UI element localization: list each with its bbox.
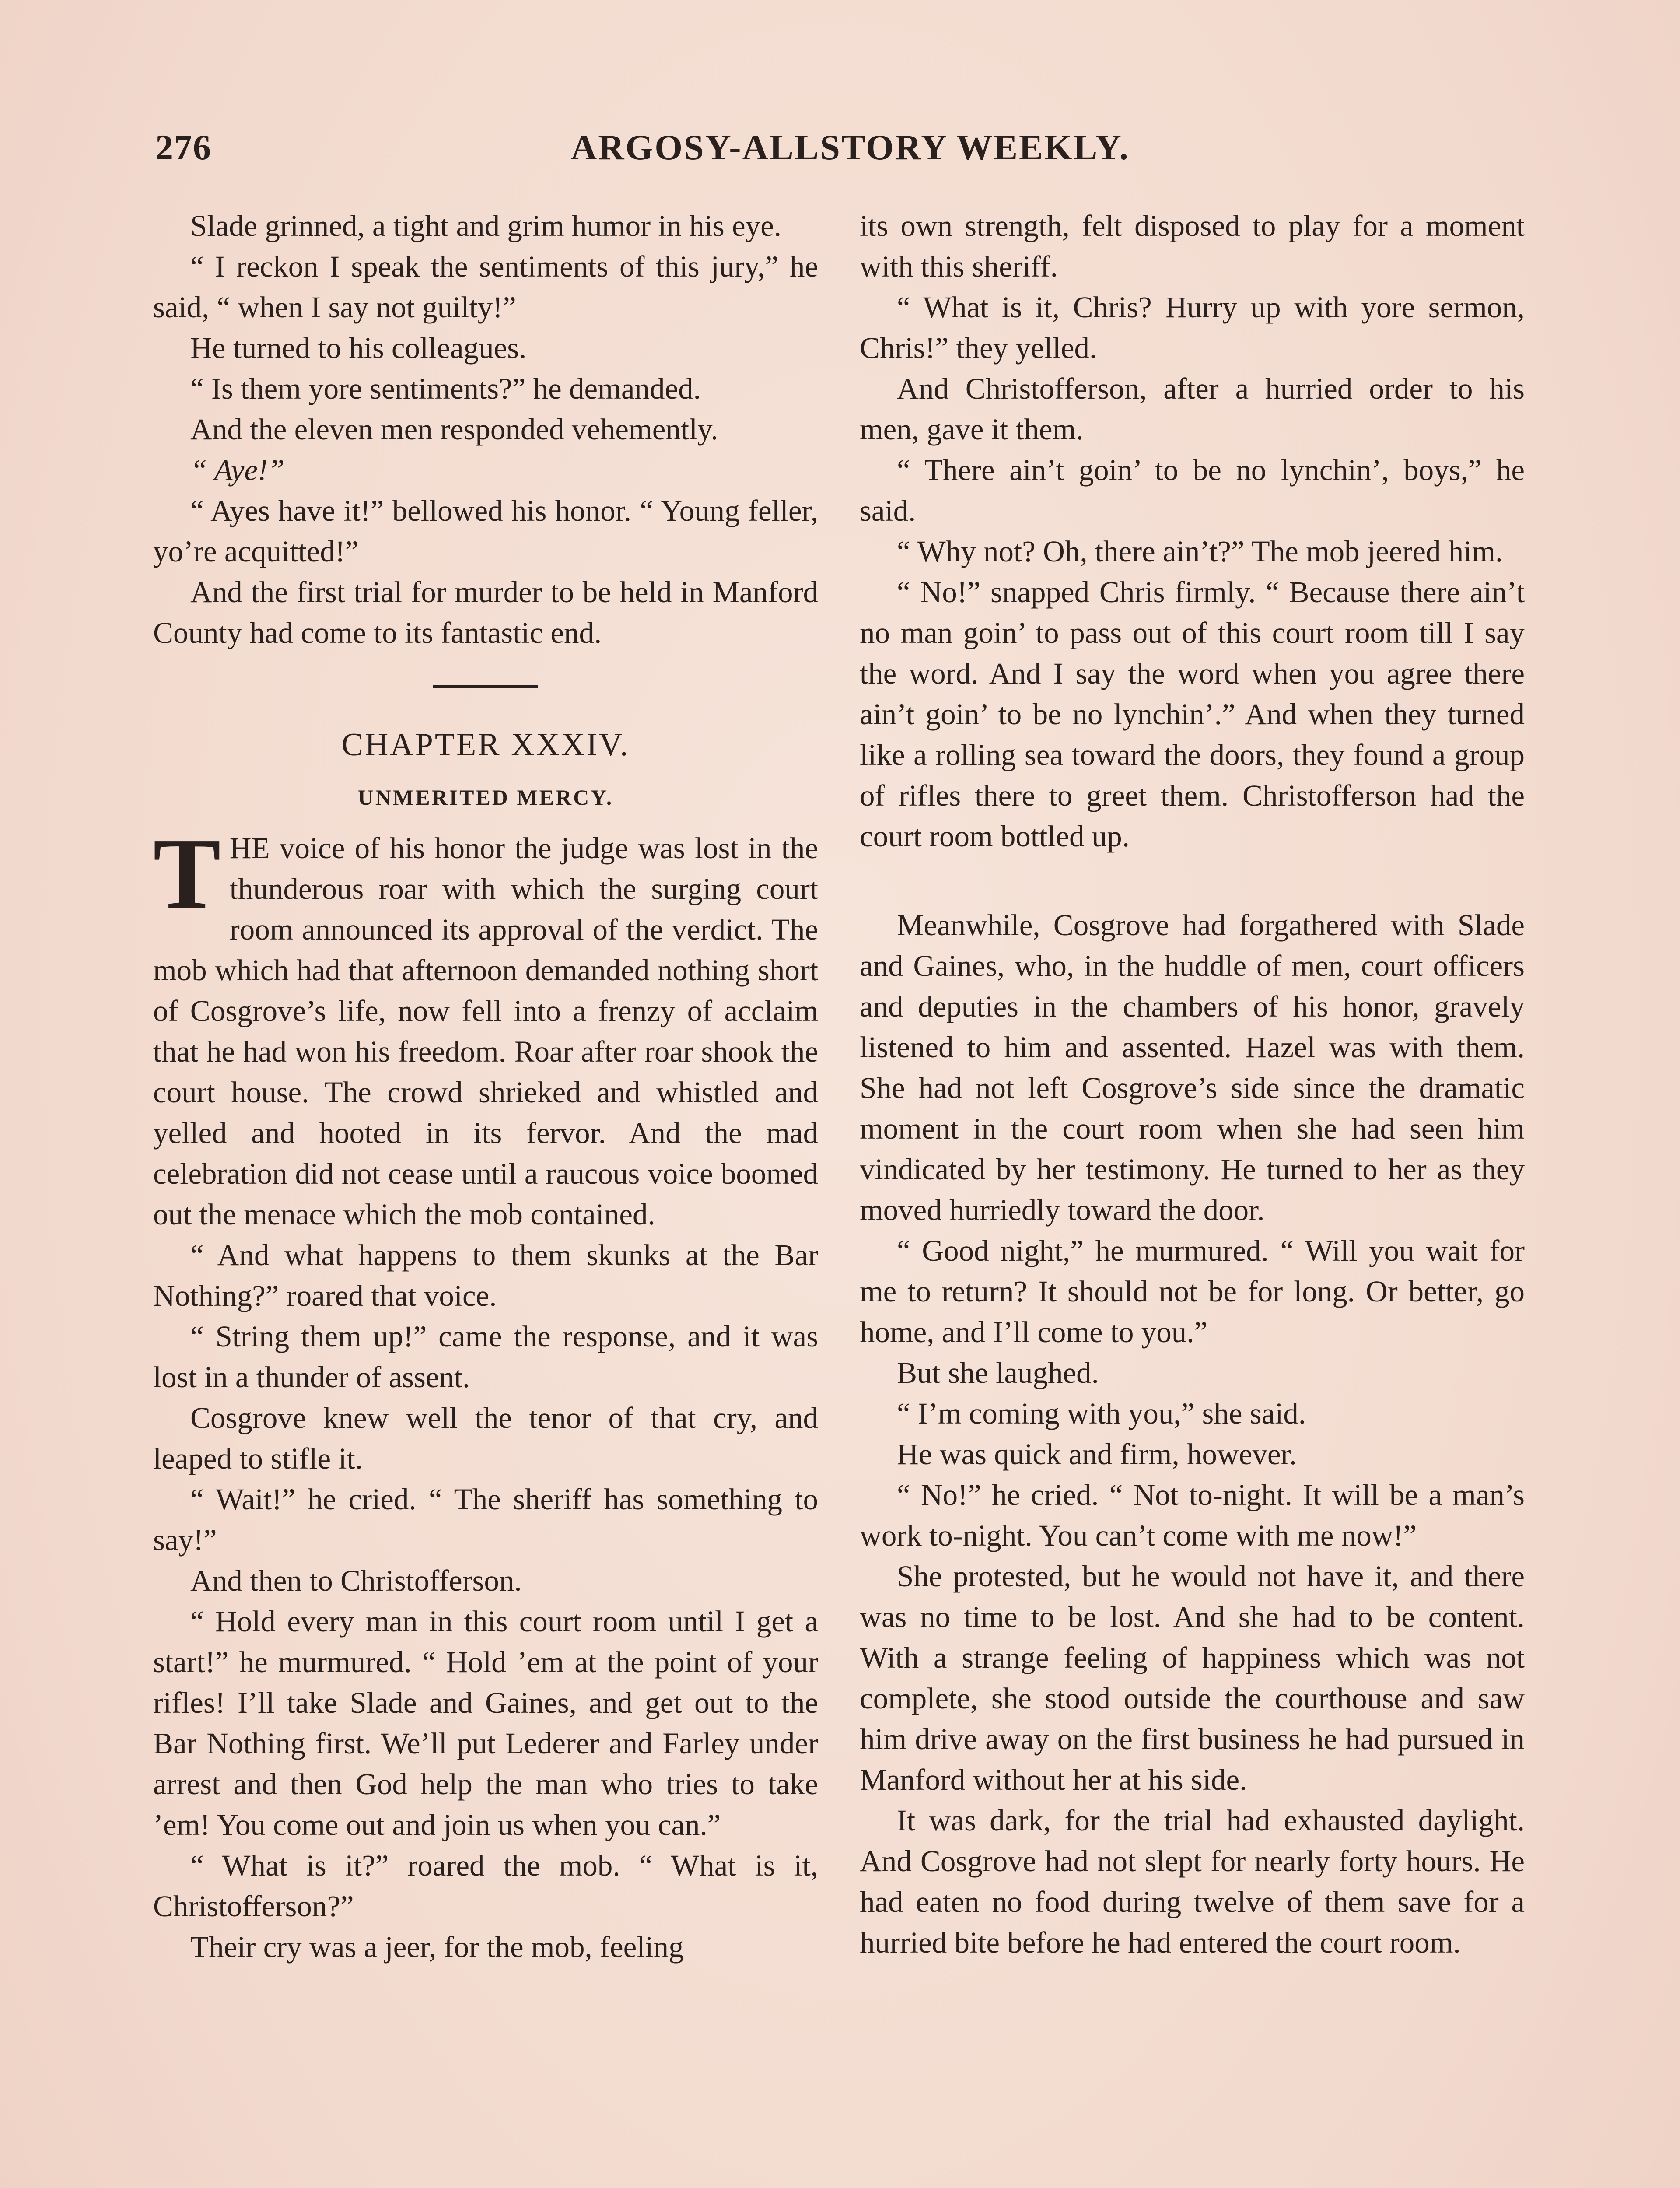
- right-column: [860, 206, 1525, 1963]
- paragraph: Slade grinned, a tight and grim humor in his eye.: [190, 209, 781, 242]
- paragraph: “ There ain’t goin’ to be no lynchin’, boys,” he said.: [860, 453, 1525, 527]
- paragraph: “ String them up!” came the response, and it was lost in a thunder of assent.: [153, 1320, 818, 1394]
- paragraph: Cosgrove knew well the tenor of that cry, and leaped to stifle it.: [153, 1401, 818, 1475]
- paragraph: And then to Christofferson.: [190, 1564, 522, 1597]
- paragraph: But she laughed.: [897, 1356, 1099, 1389]
- chapter-subtitle: UNMERITED MERCY.: [357, 785, 614, 810]
- paragraph: “ No!” snapped Chris firmly. “ Because there ain’t no man goin’ to pass out of this court room till I say the word. And I say the word when you agree there ain’t goin’ to be no lynchin’.” And when they turned like a rolling sea toward the doors, they found a group of rifles there to greet them. Christofferson had the court room bottled up.: [860, 575, 1525, 853]
- running-head: ARGOSY-ALLSTORY WEEKLY.: [571, 127, 1130, 167]
- paragraph: “ Why not? Oh, there ain’t?” The mob jeered him.: [897, 535, 1503, 568]
- paragraph: “ No!” he cried. “ Not to-night. It will be a man’s work to-night. You can’t come with me now!”: [860, 1478, 1525, 1552]
- paragraph: She protested, but he would not have it, and there was no time to be lost. And she had to be content. With a strange feeling of happiness which was not complete, she stood outside the courthouse and saw him drive away on the first business he had pursued in Manford without her at his side.: [860, 1560, 1525, 1796]
- paragraph: “ Is them yore sentiments?” he demanded.: [190, 372, 701, 405]
- section-break: [860, 857, 1525, 905]
- paragraph-continuation: its own strength, felt disposed to play for a moment with this sheriff.: [860, 209, 1525, 283]
- paragraph: And Christofferson, after a hurried order to his men, gave it them.: [860, 372, 1525, 446]
- paragraph: He turned to his colleagues.: [190, 331, 527, 365]
- paragraph: And the eleven men responded vehemently.: [190, 413, 718, 446]
- paragraph: It was dark, for the trial had exhausted daylight. And Cosgrove had not slept for nearly forty hours. He had eaten no food during twelve of them save for a hurried bite before he had entered the court room.: [860, 1804, 1525, 1959]
- paragraph: “ I reckon I speak the sentiments of this jury,” he said, “ when I say not guilty!”: [153, 250, 818, 324]
- paragraph: “ Ayes have it!” bellowed his honor. “ Young feller, yo’re acquitted!”: [153, 494, 818, 568]
- paragraph: Their cry was a jeer, for the mob, feeling: [190, 1930, 684, 1964]
- paragraph: “ What is it?” roared the mob. “ What is it, Christofferson?”: [153, 1849, 818, 1923]
- drop-cap: T: [153, 817, 221, 930]
- paragraph: “ Aye!”: [190, 453, 285, 487]
- paragraph: He was quick and firm, however.: [897, 1438, 1297, 1471]
- dropcap-paragraph: [153, 817, 818, 1235]
- paragraph: And the first trial for murder to be held in Manford County had come to its fantastic end.: [153, 575, 818, 649]
- dropcap-paragraph-text: HE voice of his honor the judge was lost in the thunderous roar with which the surging court room announced its approval of the verdict. The mob which had that afternoon demanded nothing short of Cosgrove’s life, now fell into a frenzy of acclaim that he had won his freedom. Roar after roar shook the court house. The crowd shrieked and whistled and yelled and hooted in its fervor. And the mad celebration did not cease until a raucous voice boomed out the menace which the mob contained.: [153, 831, 818, 1231]
- paragraph: “ Wait!” he cried. “ The sheriff has something to say!”: [153, 1483, 818, 1557]
- paragraph: “ I’m coming with you,” she said.: [897, 1397, 1306, 1430]
- paragraph: “ Good night,” he murmured. “ Will you wait for me to return? It should not be for long. Or better, go home, and I’ll come to you.”: [860, 1234, 1525, 1349]
- paragraph: Meanwhile, Cosgrove had forgathered with Slade and Gaines, who, in the huddle of men, court officers and deputies in the chambers of his honor, gravely listened to him and assented. Hazel was with them. She had not left Cosgrove’s side since the dramatic moment in the court room when she had seen him vindicated by her testimony. He turned to her as they moved hurriedly toward the door.: [860, 908, 1525, 1227]
- paragraph: “ Hold every man in this court room until I get a start!” he murmured. “ Hold ’em at the point of your rifles! I’ll take Slade and Gaines, and get out to the Bar Nothing first. We’ll put Lederer and Farley under arrest and then God help the man who tries to take ’em! You come out and join us when you can.”: [153, 1605, 818, 1841]
- paragraph: “ What is it, Chris? Hurry up with yore sermon, Chris!” they yelled.: [860, 291, 1525, 365]
- page-header: [155, 127, 1525, 175]
- left-column: [153, 206, 818, 1967]
- paragraph: “ And what happens to them skunks at the Bar Nothing?” roared that voice.: [153, 1238, 818, 1312]
- page-number: 276: [155, 127, 212, 167]
- section-divider: [433, 685, 538, 688]
- chapter-title: CHAPTER XXXIV.: [341, 727, 630, 763]
